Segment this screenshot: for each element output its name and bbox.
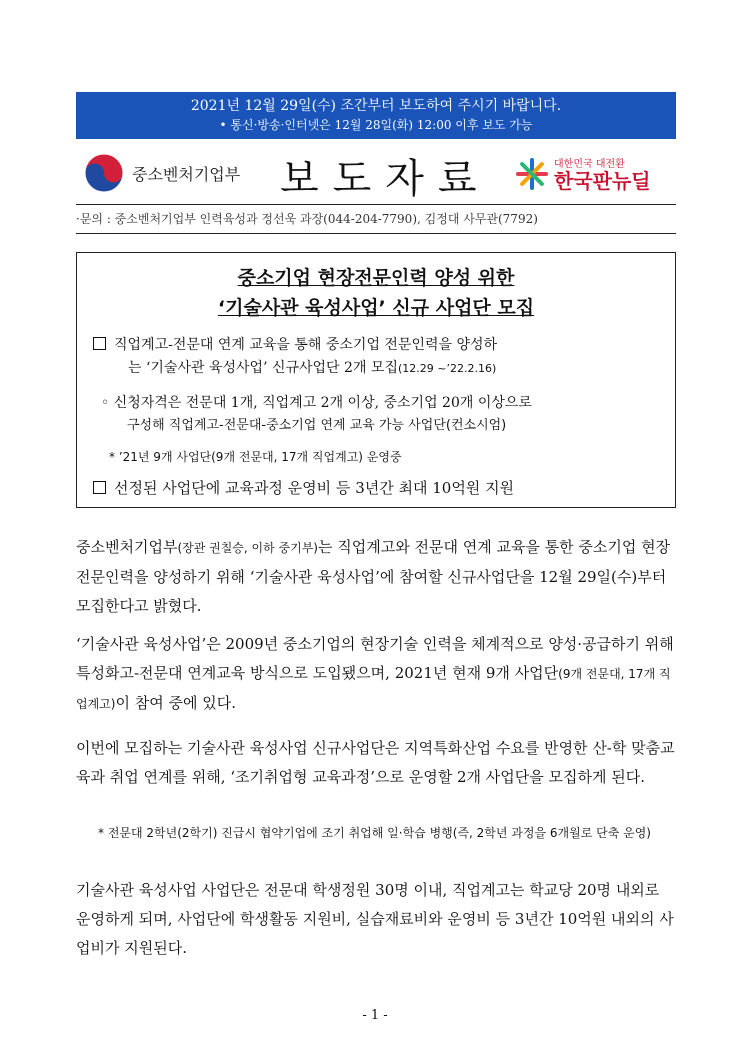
- page-number: - 1 -: [362, 1008, 388, 1023]
- paragraph-aside: (9개 전문대, 17개 직업계고): [76, 667, 671, 711]
- headline-line-1: 중소기업 현장전문인력 양성 위한: [237, 267, 515, 289]
- body-paragraph: [76, 630, 676, 719]
- body-paragraph: 기술사관 육성사업 사업단은 전문대 학생정원 30명 이내, 직업계고는 학교당 20명 내외로 운영하게 되며, 사업단에 학생활동 지원비, 실습재료비와 운영비 등 3년간 10억원 내외의 사업비가 지원된다.: [76, 881, 674, 957]
- partner-name: 한국판뉴딜: [554, 169, 651, 193]
- ministry-name: 중소벤처기업부: [132, 164, 241, 184]
- body-paragraph: [76, 533, 676, 621]
- paragraph-text: 이 참여 중에 있다.: [115, 694, 236, 712]
- paragraph-aside: (장관 권칠승, 이하 중기부): [177, 541, 318, 555]
- summary-item-continued: [128, 357, 496, 380]
- embargo-line: 2021년 12월 29일(수) 조간부터 보도하여 주시기 바랍니다.: [190, 98, 562, 114]
- summary-subitem-continued: 구성해 직업계고-전문대-중소기업 연계 교육 가능 사업단(컨소시엄): [127, 418, 507, 433]
- recruit-period: (12.29 ~’22.2.16): [397, 362, 497, 375]
- summary-box: [76, 252, 676, 508]
- taegeuk-emblem-icon: [84, 153, 124, 193]
- headline-line-2: ‘기술사관 육성사업’ 신규 사업단 모집: [217, 297, 535, 319]
- new-deal-mark-icon: [514, 156, 550, 192]
- body-paragraph: 이번에 모집하는 기술사관 육성사업 신규사업단은 지역특화산업 수요를 반영한 산-학 맞춤교육과 취업 연계를 위해, ‘조기취업형 교육과정’으로 운영할 2개 사업단을 모집하게 된다.: [76, 739, 675, 786]
- summary-item: [93, 477, 514, 499]
- footnote: * 전문대 2학년(2학기) 진급시 협약기업에 조기 취업해 일·학습 병행(즉, 2학년 과정을 6개월로 단축 운영): [98, 826, 651, 840]
- divider: [76, 233, 676, 234]
- summary-item-text: 는 ‘기술사관 육성사업’ 신규사업단 2개 모집: [128, 360, 398, 376]
- divider: [76, 204, 676, 205]
- checkbox-bullet-icon: [93, 481, 106, 494]
- checkbox-bullet-icon: [93, 337, 106, 350]
- summary-item-text: 직업계고-전문대 연계 교육을 통해 중소기업 전문인력을 양성하: [114, 337, 498, 353]
- summary-note: * ’21년 9개 사업단(9개 전문대, 17개 직업계고) 운영중: [109, 450, 402, 464]
- embargo-banner: [76, 92, 676, 139]
- paragraph-text: 는 직업계고와 전문대 연계 교육을 통한 중소기업 현장전문인력을 양성하기 위해 ‘기술사관 육성사업’에 참여할 신규사업단을 12월 29일(수)부터 모집한다고 밝혔다.: [76, 538, 671, 615]
- embargo-subline: • 통신·방송·인터넷은 12월 28일(화) 12:00 이후 보도 가능: [219, 118, 533, 132]
- paragraph-text: ‘기술사관 육성사업’은 2009년 중소기업의 현장기술 인력을 체계적으로 양성·공급하기 위해 특성화고-전문대 연계교육 방식으로 도입됐으며, 2021년 현재 9개 사업단: [76, 635, 674, 682]
- summary-item-text: 선정된 사업단에 교육과정 운영비 등 3년간 최대 10억원 지원: [114, 479, 515, 497]
- press-release-title: 보도자료: [280, 156, 491, 202]
- contact-info: ·문의 : 중소벤처기업부 인력육성과 정선욱 과장(044-204-7790), 김정대 사무관(7792): [76, 212, 538, 226]
- summary-subitem: ◦ 신청자격은 전문대 1개, 직업계고 2개 이상, 중소기업 20개 이상으로: [101, 395, 532, 411]
- summary-item: [93, 334, 497, 356]
- partner-tagline: 대한민국 대전환: [554, 159, 625, 170]
- press-header: [76, 145, 676, 203]
- paragraph-text: 중소벤처기업부: [76, 538, 178, 556]
- korean-new-deal-logo: [514, 155, 651, 192]
- ministry-logo: [84, 153, 240, 193]
